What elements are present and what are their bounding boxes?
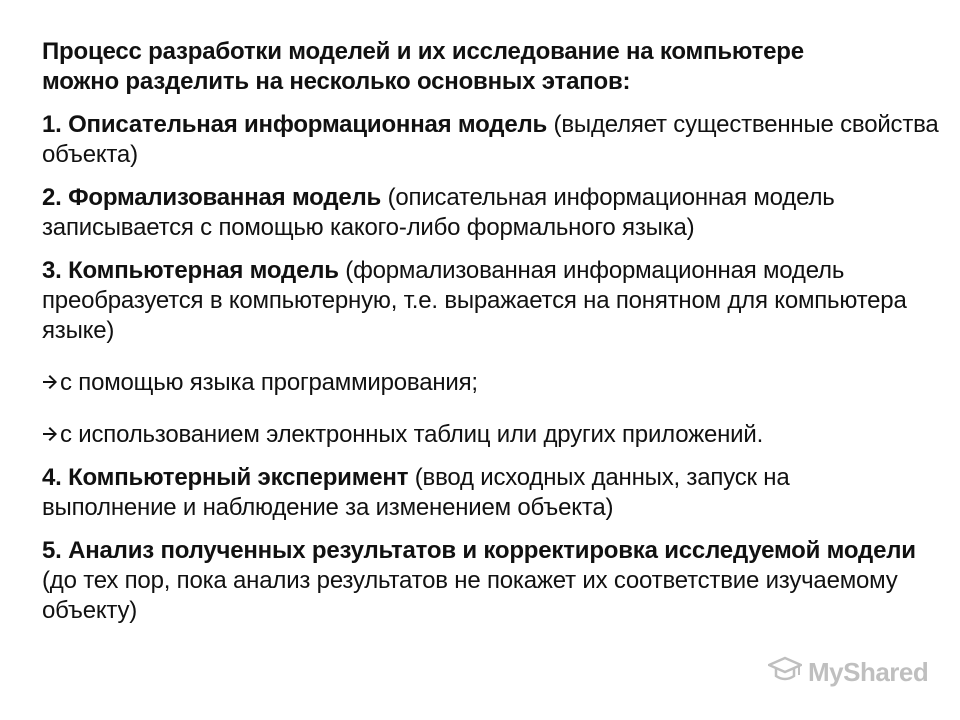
step-4-desc: (ввод исходных данных, запуск на выполнение и наблюдение за изменением объекта) [42,464,790,521]
step-1-desc: (выделяет существенные свойства объекта) [42,111,939,168]
step-3 [42,256,922,346]
bullet-1-text: с помощью языка программирования; [60,369,478,396]
mortarboard-icon [768,655,802,690]
intro-line-2: можно разделить на несколько основных этапов: [42,68,631,95]
step-3-title: 3. Компьютерная модель [42,257,339,284]
slide-content [42,37,942,639]
step-2-title: 2. Формализованная модель [42,184,382,211]
step-5 [42,536,942,626]
intro-line-1: Процесс разработки моделей и их исследование на компьютере [42,38,804,65]
intro-heading [42,37,942,97]
bullet-2 [42,420,942,450]
step-5-desc: (до тех пор, пока анализ результатов не покажет их соответствие изучаемому объекту) [42,567,898,624]
step-4-title: 4. Компьютерный эксперимент [42,464,409,491]
step-5-title: 5. Анализ полученных результатов и корректировка исследуемой модели [42,537,916,564]
step-2 [42,183,892,243]
step-1 [42,110,942,170]
step-4 [42,463,922,523]
watermark-logo [768,655,928,690]
watermark-text: MyShared [808,657,929,687]
arrow-bullet-icon [42,420,60,450]
bullet-2-text: с использованием электронных таблиц или других приложений. [60,421,764,448]
step-3-desc: (формализованная информационная модель преобразуется в компьютерную, т.е. выражается на понятном для компьютера языке) [42,257,907,344]
bullet-1 [42,368,942,398]
arrow-bullet-icon [42,368,60,398]
step-1-title: 1. Описательная информационная модель [42,111,548,138]
step-2-desc: (описательная информационная модель записывается с помощью какого-либо формального языка) [42,184,835,241]
